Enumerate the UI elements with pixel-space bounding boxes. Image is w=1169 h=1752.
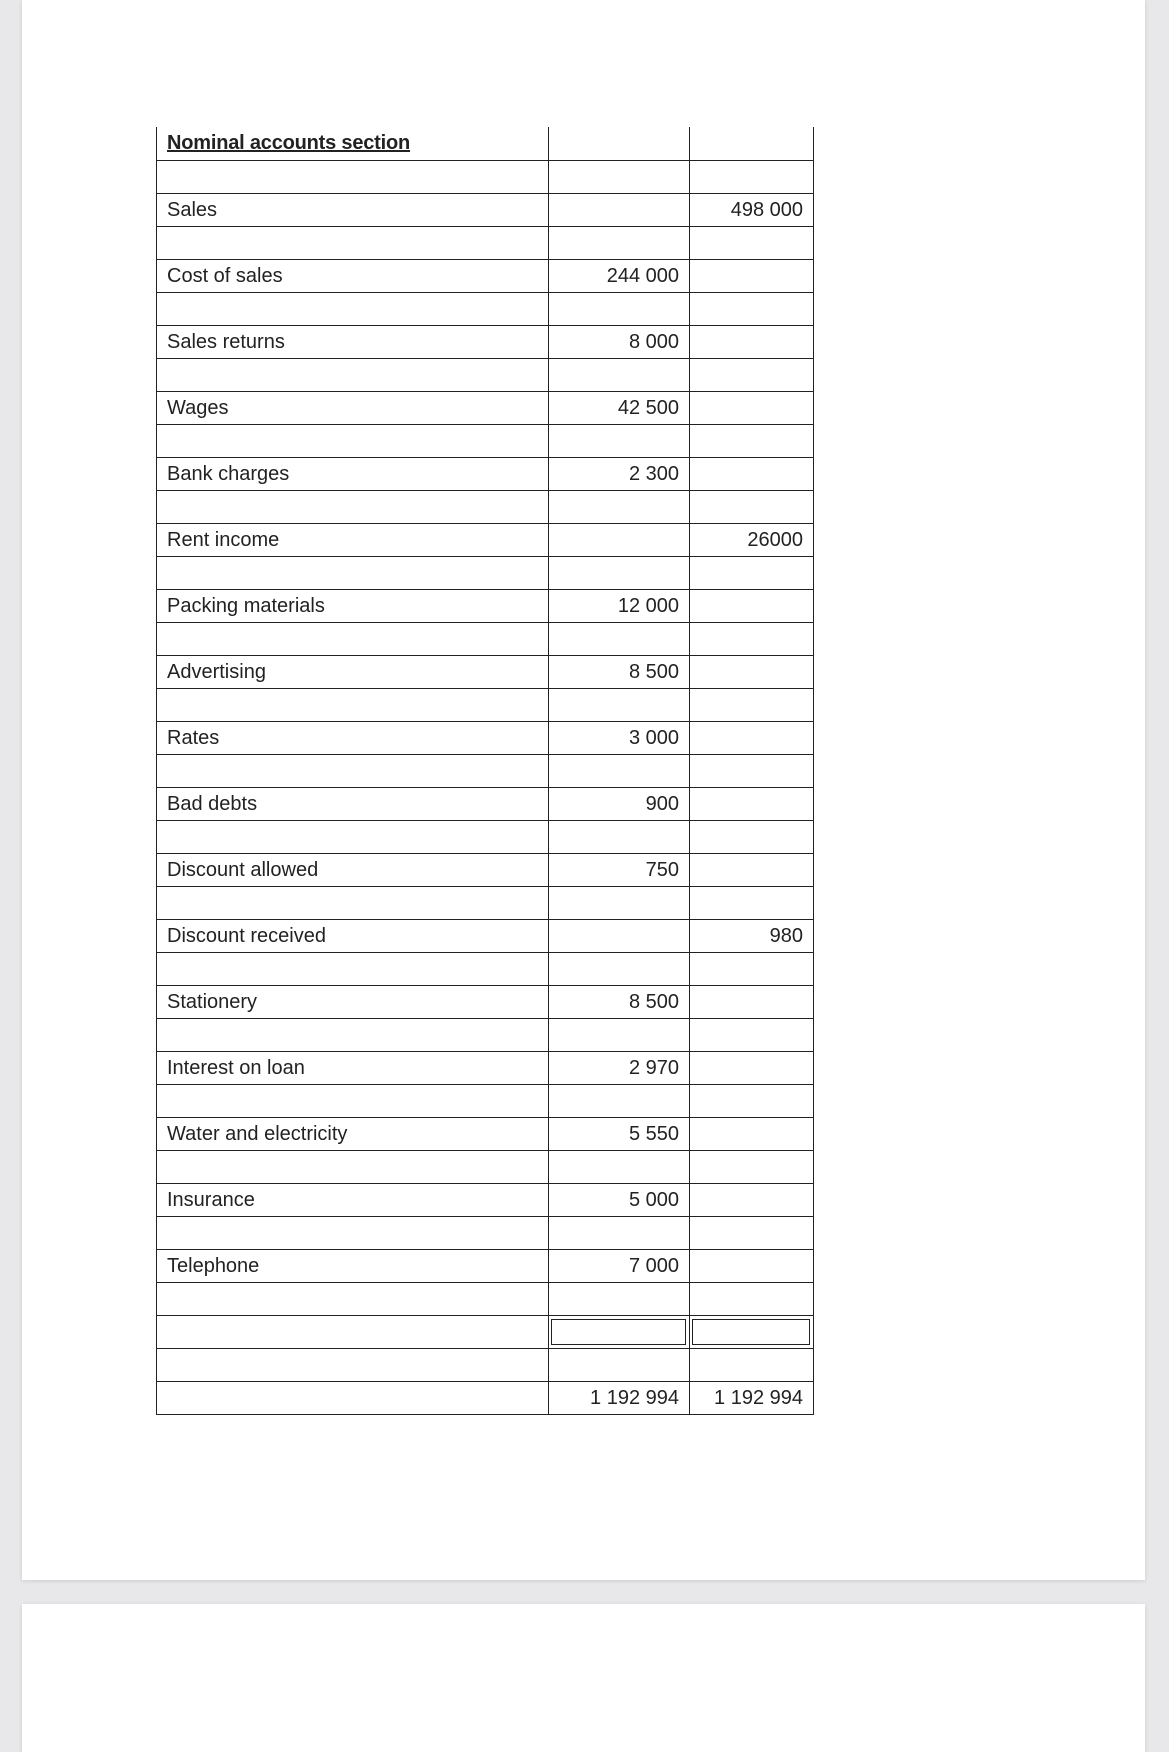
credit-cell: 498 000 — [689, 194, 813, 226]
credit-cell — [689, 821, 813, 853]
account-name-cell — [157, 1316, 548, 1348]
debit-cell — [548, 755, 689, 787]
rows-container — [157, 160, 813, 1315]
debit-cell — [548, 1316, 689, 1348]
table-row — [157, 292, 813, 325]
nominal-accounts-table — [156, 127, 814, 1415]
credit-cell — [689, 392, 813, 424]
credit-cell — [689, 887, 813, 919]
debit-cell: 244 000 — [548, 260, 689, 292]
account-name-cell — [157, 953, 548, 985]
table-row — [157, 523, 813, 556]
debit-cell — [548, 821, 689, 853]
debit-cell — [548, 887, 689, 919]
account-name-cell — [157, 359, 548, 391]
credit-cell — [689, 656, 813, 688]
debit-cell — [548, 1217, 689, 1249]
credit-cell — [689, 722, 813, 754]
debit-cell: 2 300 — [548, 458, 689, 490]
credit-cell — [689, 788, 813, 820]
account-name-cell: Insurance — [167, 1188, 255, 1211]
credit-cell — [689, 260, 813, 292]
credit-cell — [689, 557, 813, 589]
debit-cell: 5 550 — [548, 1118, 689, 1150]
debit-cell — [548, 1085, 689, 1117]
table-row — [157, 1183, 813, 1216]
debit-cell — [548, 491, 689, 523]
debit-cell — [548, 524, 689, 556]
credit-cell — [689, 359, 813, 391]
table-row — [157, 424, 813, 457]
table-row — [157, 457, 813, 490]
account-name-cell — [157, 293, 548, 325]
credit-cell — [689, 590, 813, 622]
table-row — [157, 325, 813, 358]
debit-cell — [548, 1151, 689, 1183]
account-name-cell — [157, 557, 548, 589]
account-name-cell — [157, 1349, 548, 1381]
debit-cell: 750 — [548, 854, 689, 886]
debit-cell — [548, 1283, 689, 1315]
account-name-cell — [157, 161, 548, 193]
total-rule-row — [157, 1315, 813, 1348]
debit-cell: 12 000 — [548, 590, 689, 622]
credit-cell: 26000 — [689, 524, 813, 556]
table-row — [157, 226, 813, 259]
credit-cell — [689, 425, 813, 457]
table-row — [157, 853, 813, 886]
account-name-cell: Packing materials — [167, 594, 325, 617]
debit-cell — [548, 227, 689, 259]
credit-cell — [689, 623, 813, 655]
spacer-row — [157, 1348, 813, 1381]
debit-cell: 900 — [548, 788, 689, 820]
credit-cell — [689, 1118, 813, 1150]
account-name-cell — [157, 887, 548, 919]
credit-cell — [689, 491, 813, 523]
credit-cell — [689, 1052, 813, 1084]
table-row — [157, 1282, 813, 1315]
page-2 — [22, 1604, 1145, 1752]
table-row — [157, 391, 813, 424]
credit-cell — [689, 1316, 813, 1348]
credit-cell — [689, 689, 813, 721]
account-name-cell — [157, 491, 548, 523]
table-row — [157, 1084, 813, 1117]
table-row — [157, 556, 813, 589]
table-row — [157, 1249, 813, 1282]
table-row — [157, 490, 813, 523]
debit-cell — [548, 623, 689, 655]
account-name-cell: Water and electricity — [167, 1122, 348, 1145]
debit-cell — [548, 689, 689, 721]
debit-cell — [548, 953, 689, 985]
account-name-cell — [157, 425, 548, 457]
credit-cell — [689, 1217, 813, 1249]
table-row — [157, 1150, 813, 1183]
credit-cell — [689, 854, 813, 886]
debit-cell — [548, 425, 689, 457]
table-row — [157, 1117, 813, 1150]
table-row — [157, 952, 813, 985]
account-name-cell: Interest on loan — [167, 1056, 305, 1079]
credit-cell — [689, 326, 813, 358]
account-name-cell: Stationery — [167, 990, 258, 1013]
table-row — [157, 787, 813, 820]
account-name-cell: Telephone — [167, 1254, 260, 1277]
credit-cell — [689, 458, 813, 490]
table-row — [157, 886, 813, 919]
table-row — [157, 1018, 813, 1051]
totals-label-cell — [157, 1382, 548, 1414]
section-title: Nominal accounts section — [167, 132, 411, 154]
debit-cell: 3 000 — [548, 722, 689, 754]
table-row — [157, 589, 813, 622]
credit-cell — [689, 293, 813, 325]
totals-row — [157, 1381, 813, 1414]
table-row — [157, 985, 813, 1018]
table-row — [157, 622, 813, 655]
credit-cell — [689, 1151, 813, 1183]
credit-cell — [689, 1085, 813, 1117]
table-row — [157, 358, 813, 391]
account-name-cell — [157, 755, 548, 787]
table-row — [157, 193, 813, 226]
table-row — [157, 1051, 813, 1084]
page-1 — [22, 0, 1145, 1580]
credit-cell — [689, 1283, 813, 1315]
table-row — [157, 721, 813, 754]
credit-cell — [689, 1250, 813, 1282]
debit-cell: 8 500 — [548, 656, 689, 688]
account-name-cell: Sales — [167, 198, 218, 221]
account-name-cell — [157, 1151, 548, 1183]
account-name-cell: Advertising — [167, 660, 266, 683]
debit-cell: 2 970 — [548, 1052, 689, 1084]
account-name-cell: Discount allowed — [167, 858, 319, 881]
credit-cell — [689, 227, 813, 259]
account-name-cell — [157, 227, 548, 259]
credit-cell — [689, 1184, 813, 1216]
credit-cell — [689, 1019, 813, 1051]
account-name-cell: Discount received — [167, 924, 326, 947]
table-row — [157, 688, 813, 721]
debit-total: 1 192 994 — [548, 1382, 689, 1414]
table-row — [157, 160, 813, 193]
table-row — [157, 655, 813, 688]
credit-cell: 980 — [689, 920, 813, 952]
debit-cell — [548, 194, 689, 226]
table-row — [157, 754, 813, 787]
account-name-cell — [157, 1283, 548, 1315]
debit-cell — [548, 359, 689, 391]
credit-cell — [689, 1349, 813, 1381]
credit-cell — [689, 161, 813, 193]
account-name-cell — [157, 1019, 548, 1051]
table-row — [157, 919, 813, 952]
account-name-cell — [157, 1085, 548, 1117]
account-name-cell: Rent income — [167, 528, 280, 551]
account-name-cell: Sales returns — [167, 330, 285, 353]
credit-header-cell — [689, 127, 813, 160]
debit-cell: 7 000 — [548, 1250, 689, 1282]
credit-cell — [689, 953, 813, 985]
account-name-cell: Bank charges — [167, 462, 290, 485]
debit-cell: 8 500 — [548, 986, 689, 1018]
debit-cell — [548, 161, 689, 193]
account-name-cell — [157, 1217, 548, 1249]
account-name-cell — [157, 689, 548, 721]
credit-total: 1 192 994 — [689, 1382, 813, 1414]
credit-cell — [689, 755, 813, 787]
debit-cell: 5 000 — [548, 1184, 689, 1216]
table-header-row — [157, 127, 813, 160]
account-name-cell: Bad debts — [167, 792, 258, 815]
debit-cell — [548, 1019, 689, 1051]
debit-header-cell — [548, 127, 689, 160]
account-name-cell: Wages — [167, 396, 229, 419]
account-name-cell: Cost of sales — [167, 264, 283, 287]
debit-cell: 42 500 — [548, 392, 689, 424]
debit-cell — [548, 293, 689, 325]
debit-cell: 8 000 — [548, 326, 689, 358]
account-name-cell — [157, 821, 548, 853]
account-name-cell: Rates — [167, 726, 220, 749]
table-row — [157, 820, 813, 853]
debit-cell — [548, 557, 689, 589]
table-row — [157, 259, 813, 292]
debit-cell — [548, 920, 689, 952]
debit-cell — [548, 1349, 689, 1381]
credit-cell — [689, 986, 813, 1018]
account-name-cell — [157, 623, 548, 655]
table-row — [157, 1216, 813, 1249]
